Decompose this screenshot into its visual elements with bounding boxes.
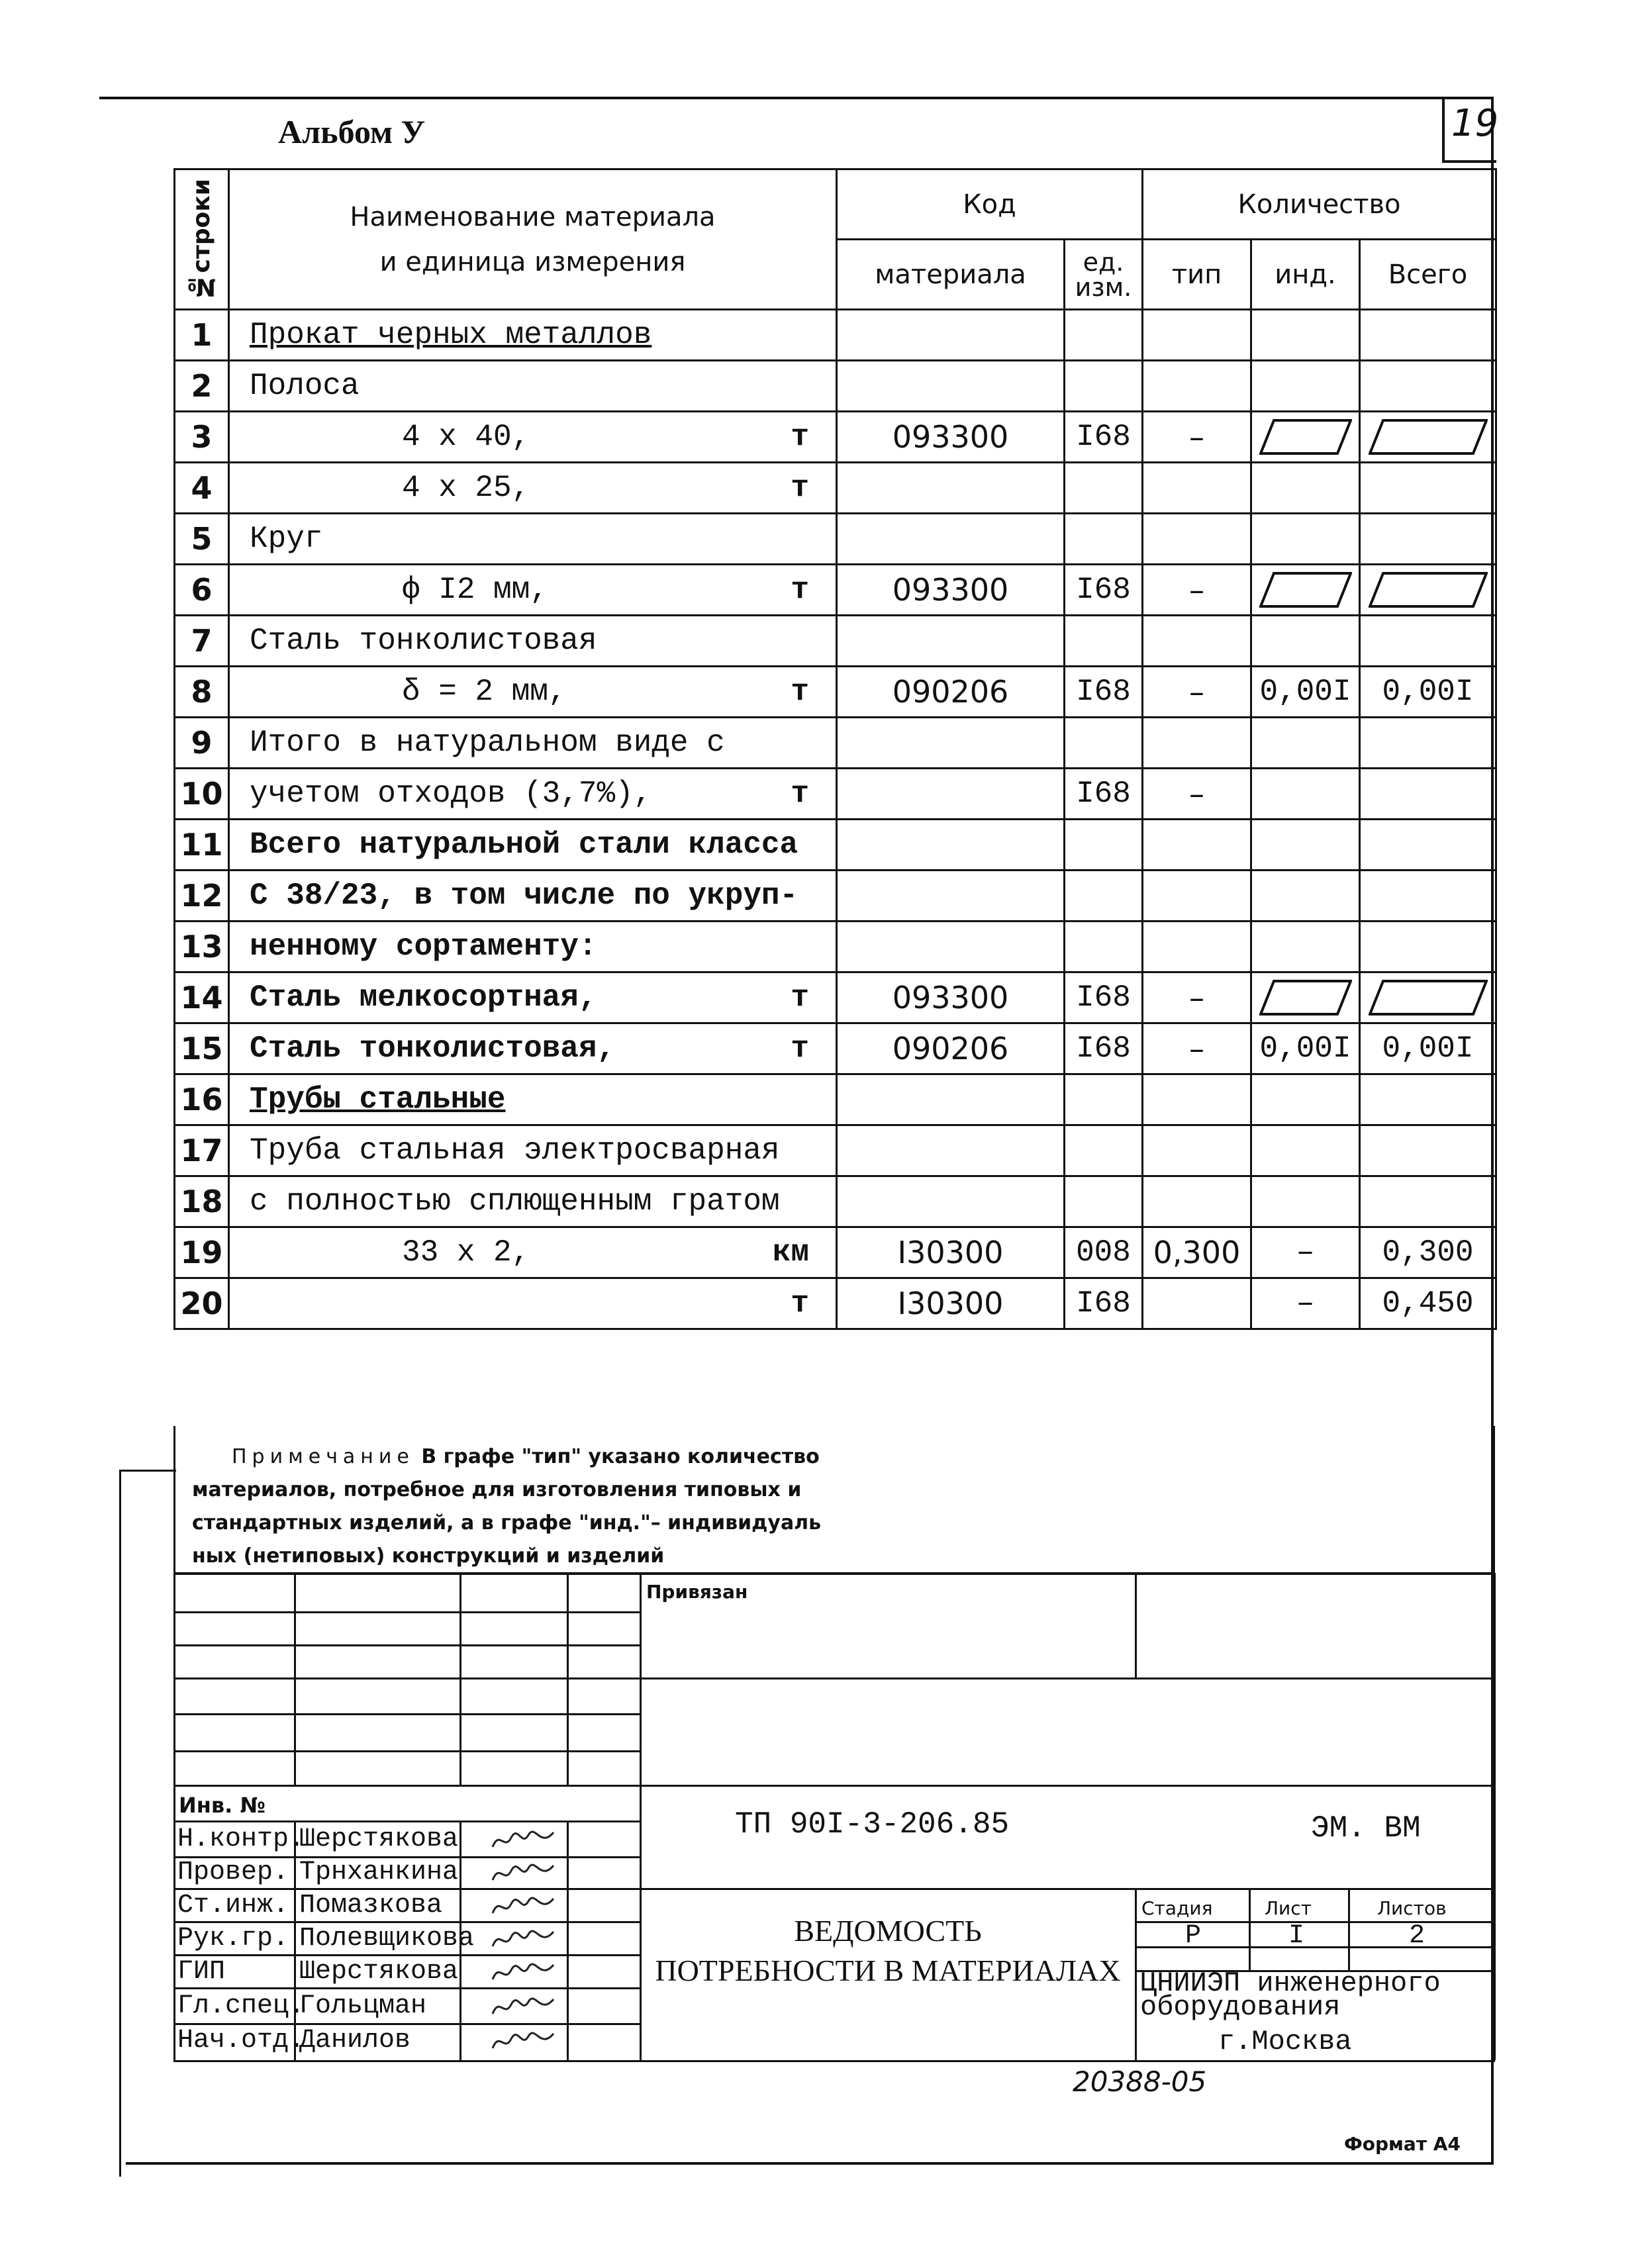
album-title: Альбом У [278,113,426,150]
row-qty-total [1360,718,1496,769]
row-qty-total [1360,616,1496,667]
handwritten-signature [490,2028,556,2060]
row-number: 16 [175,1074,229,1125]
signature-role: ГИП [177,1957,226,1987]
privyazan-label: Привязан [646,1581,748,1603]
header-name-line2: и единица измерения [379,246,686,277]
row-code [837,718,1065,769]
row-name-text: С 38/23, в том числе по укруп- [250,878,798,913]
note-line-1: Примечание В графе "тип" указано количество [232,1445,820,1468]
row-qty-total [1360,1125,1496,1176]
row-name-text: Всего натуральной стали класса [250,827,798,862]
table-row [175,361,1496,412]
row-name [229,514,837,565]
row-qty-ind: 0,00I [1251,1023,1360,1074]
signature-name: Данилов [299,2026,411,2055]
row-name [229,718,837,769]
row-number: 12 [175,871,229,921]
row-qty-type: – [1143,769,1251,820]
table-row [175,616,1496,667]
table-row [175,667,1496,718]
header-rownum: №строки [175,169,229,310]
row-code: 093300 [837,412,1065,463]
row-qty-ind [1251,820,1360,871]
note-line-3: стандартных изделий, а в графе "инд."– индивидуаль [192,1511,822,1535]
org-line1: ЦНИИЭП инженерного [1140,1967,1441,1999]
row-qty-type [1143,1125,1251,1176]
row-code [837,921,1065,972]
table-row [175,412,1496,463]
row-name-text: Круг [250,522,323,556]
handwritten-signature [490,1926,556,1958]
row-name [229,310,837,361]
row-number: 9 [175,718,229,769]
row-code: 093300 [837,972,1065,1023]
row-name [229,1125,837,1176]
signature-name: Полевщикова [299,1924,475,1954]
header-name-line1: Наименование материала [350,201,716,232]
row-number: 4 [175,463,229,514]
row-code: 093300 [837,565,1065,616]
row-qty-ind [1251,412,1360,463]
frame-left-line [119,1470,121,2177]
row-name-text: с полностью сплющенным гратом [250,1184,780,1219]
note-line-2: материалов, потребное для изготовления типовых и [192,1478,802,1501]
row-code [837,361,1065,412]
table-row [175,1278,1496,1329]
signature-name: Помазкова [299,1891,443,1920]
parallelogram-mark [1259,980,1352,1016]
row-code [837,769,1065,820]
row-name [229,972,837,1023]
signature-role: Н.контр. [177,1824,305,1854]
row-qty-ind [1251,1176,1360,1227]
row-qty-type [1143,1176,1251,1227]
row-unit-code [1065,1074,1143,1125]
signature-role: Гл.спец. [177,1991,305,2021]
row-unit-code [1065,361,1143,412]
doc-suffix: ЭМ. ВМ [1311,1811,1421,1846]
row-qty-total [1360,769,1496,820]
row-code [837,616,1065,667]
signature-role: Ст.инж. [177,1891,289,1920]
handwritten-signature [490,1860,556,1892]
header-name [229,169,837,310]
signature-role: Рук.гр. [177,1924,289,1954]
row-name-text: Прокат черных металлов [250,318,652,352]
row-unit-code [1065,921,1143,972]
signature-role: Нач.отд. [177,2026,305,2055]
row-unit-code: I68 [1065,1278,1143,1329]
handwritten-signature [490,1893,556,1925]
row-code [837,514,1065,565]
signature-name: Шерстякова [299,1957,459,1987]
row-number: 3 [175,412,229,463]
row-name [229,667,837,718]
format-label: Формат А4 [1344,2133,1461,2155]
row-code: I30300 [837,1278,1065,1329]
org-city: г.Москва [1218,2026,1352,2057]
row-qty-total: 0,300 [1360,1227,1496,1278]
row-name [229,412,837,463]
row-name-text: Сталь тонколистовая, [250,1031,616,1066]
row-qty-ind [1251,514,1360,565]
row-unit-code [1065,616,1143,667]
parallelogram-mark [1259,419,1352,455]
row-code [837,1176,1065,1227]
row-qty-type: – [1143,972,1251,1023]
header-qty-total: Всего [1360,240,1496,310]
row-number: 18 [175,1176,229,1227]
row-qty-total [1360,972,1496,1023]
parallelogram-mark [1369,572,1488,608]
row-qty-total [1360,871,1496,921]
frame-left-tick [119,1470,176,1472]
row-number: 14 [175,972,229,1023]
signature-name: Шерстякова [299,1824,459,1854]
page-number: 19 [1451,102,1499,145]
row-qty-ind: – [1251,1278,1360,1329]
inventory-number: 20388-05 [1073,2065,1207,2098]
row-name [229,1278,837,1329]
row-code [837,463,1065,514]
row-name [229,1176,837,1227]
row-qty-total [1360,361,1496,412]
row-unit-code: 008 [1065,1227,1143,1278]
row-qty-type [1143,1074,1251,1125]
row-number: 8 [175,667,229,718]
row-name-text: Итого в натуральном виде с [250,726,725,760]
row-qty-type [1143,921,1251,972]
table-row [175,718,1496,769]
row-code [837,310,1065,361]
row-qty-type: 0,300 [1143,1227,1251,1278]
row-name [229,361,837,412]
row-name-text: 33 х 2, [402,1235,530,1270]
row-number: 11 [175,820,229,871]
row-qty-ind [1251,1125,1360,1176]
sheets-value: 2 [1409,1921,1425,1951]
row-number: 6 [175,565,229,616]
row-qty-type [1143,820,1251,871]
sheets-label: Листов [1377,1897,1447,1919]
row-name [229,820,837,871]
row-qty-ind [1251,565,1360,616]
row-unit: т [791,573,809,607]
row-unit: км [772,1235,809,1270]
row-name-text: Трубы стальные [250,1082,506,1117]
row-name-text: Сталь мелкосортная, [250,980,597,1015]
row-qty-ind [1251,616,1360,667]
row-qty-total: 0,00I [1360,1023,1496,1074]
row-qty-type [1143,463,1251,514]
row-code [837,1125,1065,1176]
row-unit-code: I68 [1065,565,1143,616]
row-unit: т [791,1286,809,1321]
row-qty-ind: 0,00I [1251,667,1360,718]
row-qty-type [1143,361,1251,412]
row-unit-code [1065,514,1143,565]
row-qty-total [1360,565,1496,616]
row-name [229,921,837,972]
row-number: 5 [175,514,229,565]
row-qty-total [1360,463,1496,514]
row-name-text: Труба стальная электросварная [250,1133,780,1168]
row-qty-ind [1251,463,1360,514]
note-line-4: ных (нетиповых) конструкций и изделий [192,1544,665,1568]
row-number: 19 [175,1227,229,1278]
table-row [175,310,1496,361]
parallelogram-mark [1369,419,1488,455]
row-qty-ind [1251,769,1360,820]
row-number: 15 [175,1023,229,1074]
row-unit-code: I68 [1065,412,1143,463]
row-name [229,871,837,921]
row-code [837,871,1065,921]
parallelogram-mark [1259,572,1352,608]
doc-title-line1: ВЕДОМОСТЬ [794,1914,982,1948]
row-qty-total [1360,1074,1496,1125]
table-row [175,1227,1496,1278]
row-unit: т [791,1031,809,1066]
row-number: 17 [175,1125,229,1176]
row-unit-code: I68 [1065,769,1143,820]
doc-title-line2: ПОТРЕБНОСТИ В МАТЕРИАЛАХ [655,1954,1121,1987]
row-unit: т [791,675,809,709]
table-row [175,565,1496,616]
sheet-value: I [1288,1921,1305,1951]
row-unit-code [1065,463,1143,514]
frame-bottom-line [126,2162,1494,2165]
row-name-text: ненному сортаменту: [250,929,597,964]
row-name [229,463,837,514]
handwritten-signature [490,1827,556,1859]
handwritten-signature [490,1960,556,1991]
row-name-text: 4 х 25, [402,471,530,505]
row-name [229,1023,837,1074]
row-qty-ind: – [1251,1227,1360,1278]
row-code: 090206 [837,667,1065,718]
row-qty-ind [1251,718,1360,769]
row-qty-total: 0,450 [1360,1278,1496,1329]
stage-value: Р [1185,1921,1202,1951]
header-code-unit: ед. изм. [1065,240,1143,310]
row-qty-ind [1251,871,1360,921]
row-unit-code [1065,871,1143,921]
row-unit-code: I68 [1065,972,1143,1023]
row-qty-type [1143,1278,1251,1329]
row-qty-total [1360,820,1496,871]
row-qty-type [1143,871,1251,921]
row-qty-total [1360,514,1496,565]
row-unit: т [791,420,809,454]
row-qty-ind [1251,361,1360,412]
row-qty-total: 0,00I [1360,667,1496,718]
row-qty-type [1143,310,1251,361]
row-unit-code [1065,718,1143,769]
row-name-text: δ = 2 мм, [402,675,567,709]
inv-label: Инв. № [179,1793,266,1818]
table-row [175,1176,1496,1227]
row-name-text: ф I2 мм, [402,573,548,607]
signature-name: Трнханкина [299,1858,459,1887]
row-code: 090206 [837,1023,1065,1074]
parallelogram-mark [1369,980,1488,1016]
table-row [175,514,1496,565]
row-name-text: учетом отходов (3,7%), [250,777,652,811]
row-name-text: 4 х 40, [402,420,530,454]
row-unit: т [791,471,809,505]
row-qty-type: – [1143,565,1251,616]
materials-table [173,168,1497,1330]
header-qty-ind: инд. [1251,240,1360,310]
sheet-label: Лист [1265,1897,1312,1919]
row-unit-code [1065,1125,1143,1176]
row-qty-ind [1251,310,1360,361]
row-unit: т [791,777,809,811]
row-qty-type: – [1143,667,1251,718]
table-row [175,972,1496,1023]
signature-name: Гольцман [299,1991,427,2021]
row-qty-type [1143,616,1251,667]
row-name [229,769,837,820]
row-unit-code [1065,1176,1143,1227]
row-qty-total [1360,310,1496,361]
signature-role: Провер. [177,1858,289,1887]
row-name-text: Сталь тонколистовая [250,624,597,658]
row-number: 1 [175,310,229,361]
org-line2: оборудования [1140,1991,1341,2023]
frame-top-line [99,97,1491,99]
row-name-text: Полоса [250,369,360,403]
table-row [175,871,1496,921]
row-unit: т [791,980,809,1015]
row-number: 20 [175,1278,229,1329]
row-unit-code [1065,310,1143,361]
row-name [229,1074,837,1125]
row-qty-ind [1251,921,1360,972]
row-qty-type: – [1143,412,1251,463]
row-code: I30300 [837,1227,1065,1278]
header-code: Код [837,169,1143,240]
row-qty-type [1143,718,1251,769]
row-number: 13 [175,921,229,972]
row-unit-code [1065,820,1143,871]
row-code [837,1074,1065,1125]
note-text [192,1441,953,1573]
header-code-material: материала [837,240,1065,310]
row-unit-code: I68 [1065,1023,1143,1074]
row-number: 7 [175,616,229,667]
table-row [175,769,1496,820]
header-qty-type: тип [1143,240,1251,310]
stage-label: Стадия [1141,1897,1213,1919]
row-name [229,1227,837,1278]
table-row [175,921,1496,972]
row-qty-total [1360,1176,1496,1227]
row-qty-total [1360,921,1496,972]
row-qty-type: – [1143,1023,1251,1074]
row-name [229,616,837,667]
row-number: 10 [175,769,229,820]
doc-code: ТП 90I-3-206.85 [735,1807,1010,1842]
row-qty-type [1143,514,1251,565]
table-row [175,820,1496,871]
handwritten-signature [490,1994,556,2026]
header-qty: Количество [1143,169,1496,240]
table-row [175,463,1496,514]
row-unit-code: I68 [1065,667,1143,718]
table-row [175,1125,1496,1176]
row-qty-total [1360,412,1496,463]
row-qty-ind [1251,1074,1360,1125]
table-row [175,1074,1496,1125]
note-label: Примечание [232,1445,414,1468]
row-code [837,820,1065,871]
row-name [229,565,837,616]
row-qty-ind [1251,972,1360,1023]
row-number: 2 [175,361,229,412]
table-row [175,1023,1496,1074]
